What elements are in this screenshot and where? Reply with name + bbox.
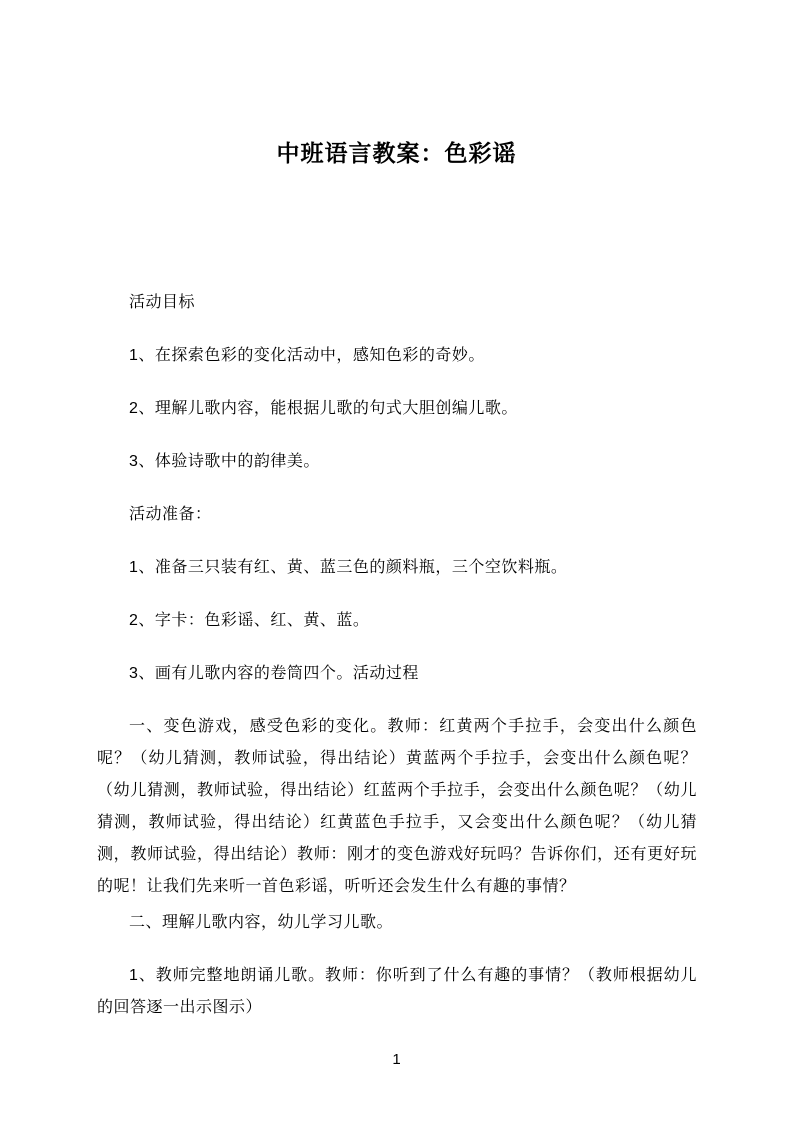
- section-heading-activity-preparation: 活动准备：: [129, 506, 212, 523]
- preparation-item-1: 1、准备三只装有红、黄、蓝三色的颜料瓶，三个空饮料瓶。: [129, 559, 568, 576]
- process-step-2: 二、理解儿歌内容，幼儿学习儿歌。: [129, 914, 394, 931]
- goal-item-3: 3、体验诗歌中的韵律美。: [129, 453, 320, 470]
- document-title: 中班语言教案：色彩谣: [276, 140, 517, 166]
- process-step-1: 一、变色游戏，感受色彩的变化。教师：红黄两个手拉手，会变出什么颜色呢？（幼儿猜测，教师试验，得出结论）黄蓝两个手拉手，会变出什么颜色呢？（幼儿猜测，教师试验，得出结论）红蓝两个手拉手，会变出什么颜色呢？（幼儿猜测，教师试验，得出结论）红黄蓝色手拉手，又会变出什么颜色呢？（幼儿猜测，教师试验，得出结论）教师：刚才的变色游戏好玩吗？告诉你们，还有更好玩的呢！让我们先来听一首色彩谣，听听还会发生什么有趣的事情？: [97, 718, 697, 895]
- document-body: [97, 287, 697, 1045]
- page-number: 1: [392, 1051, 401, 1068]
- goal-item-1: 1、在探索色彩的变化活动中，感知色彩的奇妙。: [129, 347, 485, 364]
- goal-item-2: 2、理解儿歌内容，能根据儿歌的句式大胆创编儿歌。: [129, 400, 518, 417]
- preparation-item-3: 3、画有儿歌内容的卷筒四个。活动过程: [129, 665, 419, 682]
- preparation-item-2: 2、字卡：色彩谣、红、黄、蓝。: [129, 612, 370, 629]
- process-step-2-sub-1: 1、教师完整地朗诵儿歌。教师：你听到了什么有趣的事情？（教师根据幼儿的回答逐一出示图示）: [97, 967, 697, 1016]
- section-heading-activity-goals: 活动目标: [129, 294, 196, 311]
